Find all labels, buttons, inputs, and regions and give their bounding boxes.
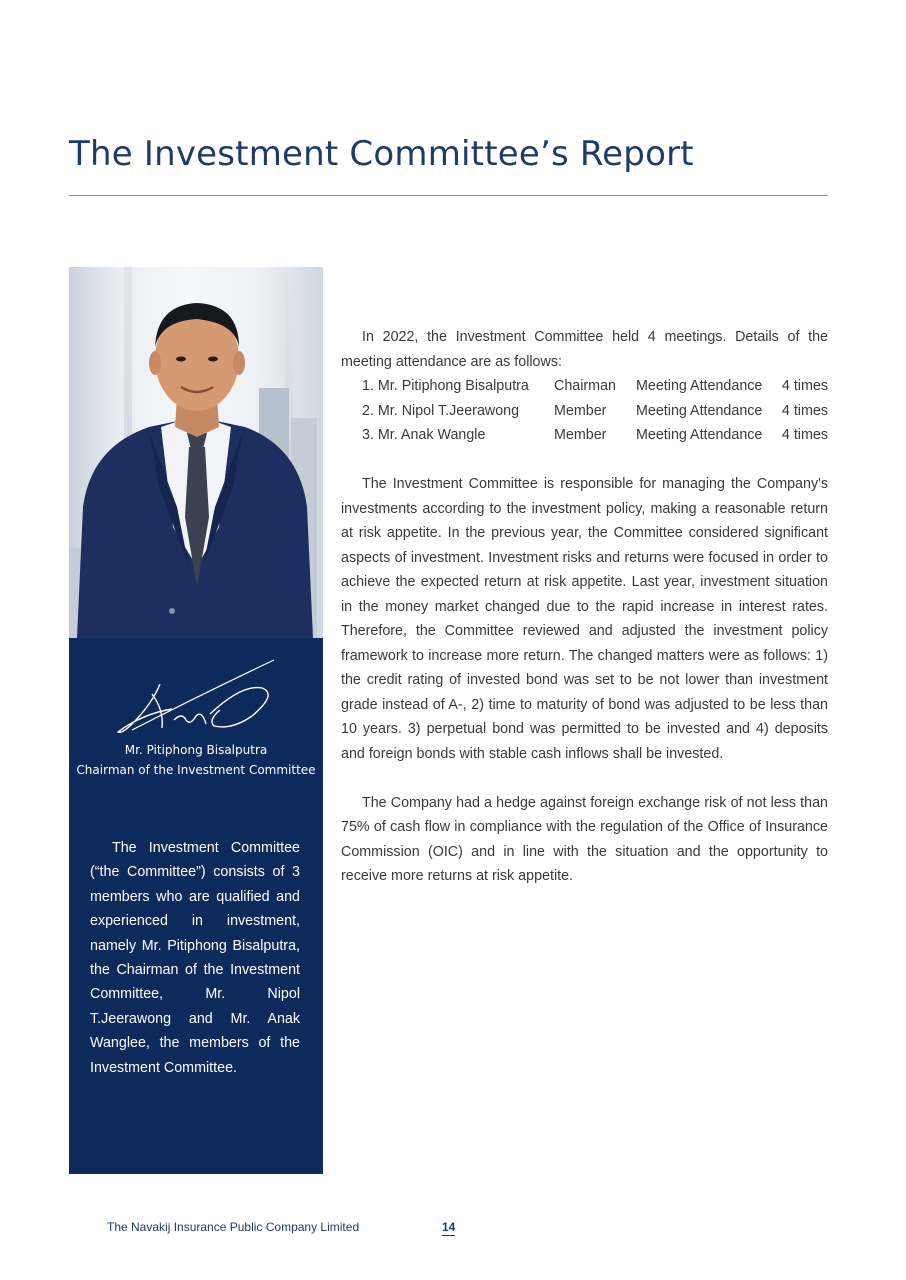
attendance-label: Meeting Attendance (636, 427, 763, 443)
member-role: Member (554, 427, 607, 443)
hedging-paragraph: The Company had a hedge against foreign exchange risk of not less than 75% of cash flow in compliance with the regulation of the Office of Insurance Commission (OIC) and in line with the situation and the opportunity to receive more returns at risk appetite. (341, 794, 828, 884)
attendance-count: 4 times (781, 402, 828, 419)
attendance-list (341, 374, 828, 448)
page-number: 14 (442, 1220, 456, 1234)
footer-company-name: The Navakij Insurance Public Company Limited (107, 1220, 360, 1234)
committee-composition-text: The Investment Committee (“the Committee”) consists of 3 members who are qualified and experienced in investment, namely Mr. Pitiphong Bisalputra, the Chairman of the Investment Committee, Mr. Nipol T.Jeerawong and Mr. Anak Wanglee, the members of the Investment Committee. (90, 840, 300, 1076)
member-name: 1. Mr. Pitiphong Bisalputra (362, 378, 529, 394)
chairman-portrait-illustration (69, 267, 323, 638)
chairman-photo (69, 267, 323, 638)
list-item (341, 374, 828, 399)
intro-paragraph: In 2022, the Investment Committee held 4 meetings. Details of the meeting attendance are as follows: (341, 329, 828, 370)
chairman-signature (112, 654, 282, 740)
list-item (341, 423, 828, 448)
chairman-name: Mr. Pitiphong Bisalputra (124, 743, 268, 757)
member-role: Member (554, 402, 607, 419)
page-title: The Investment Committee’s Report (69, 134, 694, 174)
responsibilities-paragraph: The Investment Committee is responsible for managing the Company's investments according to the investment policy, making a reasonable return at risk appetite. In the previous year, the Committee considered significant aspects of investment. Investment risks and returns were focused in order to achieve the expected return at risk appetite. Last year, investment situation in the money market changed due to the rapid increase in interest rates. Therefore, the Committee reviewed and adjusted the investment policy framework to increase more return. The changed matters were as follows: 1) the credit rating of invested bond was set to be not lower than investment grade instead of A-, 2) time to maturity of bond was adjusted to be less than 10 years. 3) perpetual bond was permitted to be invested and 4) deposits and foreign bonds with stable cash inflows shall be invested. (341, 476, 828, 762)
attendance-label: Meeting Attendance (636, 402, 763, 419)
report-body (341, 325, 828, 889)
chairman-title: Chairman of the Investment Committee (76, 763, 316, 777)
attendance-label: Meeting Attendance (636, 378, 763, 394)
attendance-count: 4 times (781, 427, 828, 443)
list-item (341, 399, 828, 424)
attendance-count: 4 times (781, 378, 828, 394)
member-name: 2. Mr. Nipol T.Jeerawong (362, 402, 520, 419)
title-divider (69, 195, 828, 196)
member-role: Chairman (554, 378, 616, 394)
member-name: 3. Mr. Anak Wangle (362, 427, 486, 443)
